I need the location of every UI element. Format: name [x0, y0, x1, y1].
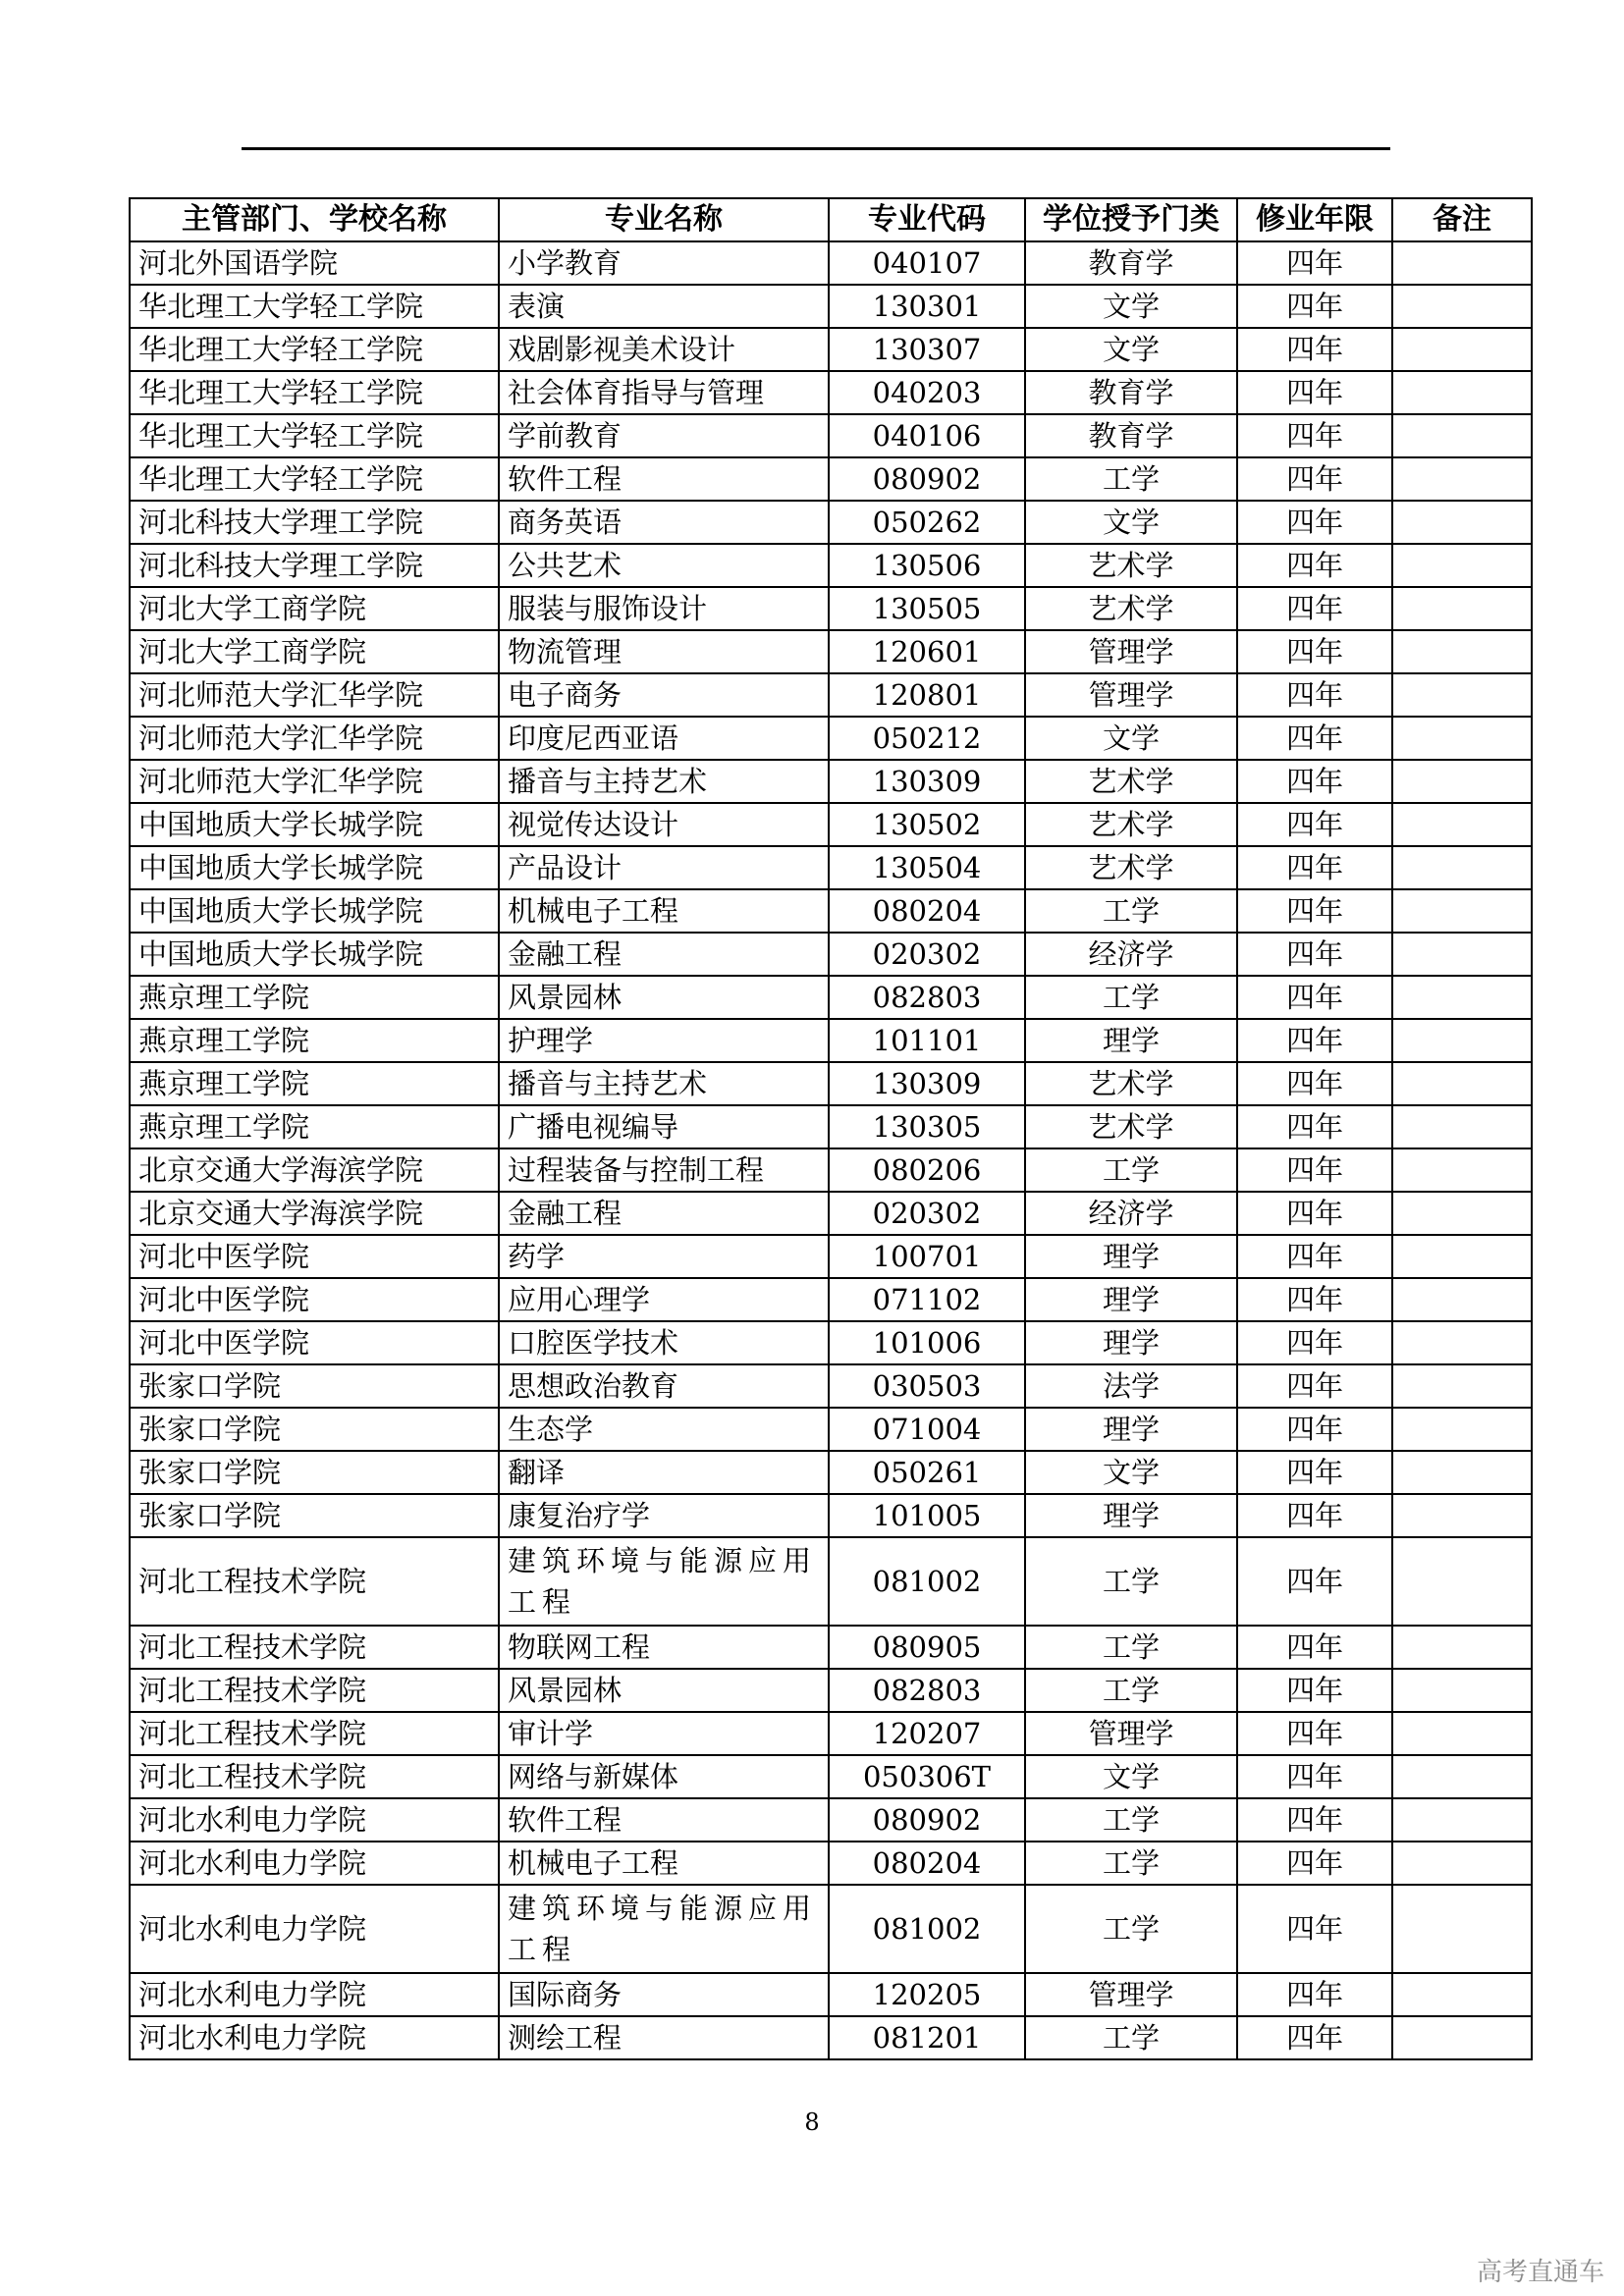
years-cell: 四年 [1237, 457, 1392, 501]
table-row [130, 1537, 1532, 1626]
table-row [130, 1321, 1532, 1364]
table-row [130, 328, 1532, 371]
years-cell: 四年 [1237, 1973, 1392, 2016]
school-cell: 燕京理工学院 [130, 1019, 499, 1062]
years-cell: 四年 [1237, 1192, 1392, 1235]
code-cell: 120207 [829, 1712, 1025, 1755]
degree-cell: 文学 [1025, 1451, 1237, 1494]
remarks-cell [1392, 1494, 1532, 1537]
years-cell: 四年 [1237, 803, 1392, 846]
years-cell: 四年 [1237, 1062, 1392, 1105]
degree-cell: 文学 [1025, 1755, 1237, 1798]
school-cell: 华北理工大学轻工学院 [130, 328, 499, 371]
years-cell: 四年 [1237, 1842, 1392, 1885]
school-cell: 中国地质大学长城学院 [130, 933, 499, 976]
degree-cell: 工学 [1025, 976, 1237, 1019]
table-row [130, 1626, 1532, 1669]
degree-cell: 工学 [1025, 1885, 1237, 1973]
code-cell: 130301 [829, 285, 1025, 328]
major-cell: 物流管理 [499, 630, 829, 673]
code-cell: 071102 [829, 1278, 1025, 1321]
major-cell: 公共艺术 [499, 544, 829, 587]
years-cell: 四年 [1237, 1321, 1392, 1364]
degree-cell: 艺术学 [1025, 803, 1237, 846]
remarks-cell [1392, 544, 1532, 587]
remarks-cell [1392, 1755, 1532, 1798]
major-cell: 测绘工程 [499, 2016, 829, 2059]
table-row [130, 1494, 1532, 1537]
major-cell: 护理学 [499, 1019, 829, 1062]
code-cell: 130309 [829, 1062, 1025, 1105]
degree-cell: 工学 [1025, 457, 1237, 501]
table-row [130, 501, 1532, 544]
table-row [130, 933, 1532, 976]
years-cell: 四年 [1237, 285, 1392, 328]
remarks-cell [1392, 1712, 1532, 1755]
school-cell: 华北理工大学轻工学院 [130, 457, 499, 501]
degree-cell: 工学 [1025, 1626, 1237, 1669]
code-cell: 081002 [829, 1885, 1025, 1973]
remarks-cell [1392, 1626, 1532, 1669]
years-cell: 四年 [1237, 241, 1392, 285]
degree-cell: 文学 [1025, 501, 1237, 544]
remarks-cell [1392, 889, 1532, 933]
table-row [130, 1451, 1532, 1494]
majors-table [129, 197, 1533, 2060]
years-cell: 四年 [1237, 1364, 1392, 1408]
table-row [130, 241, 1532, 285]
school-cell: 燕京理工学院 [130, 1062, 499, 1105]
major-cell: 翻译 [499, 1451, 829, 1494]
table-row [130, 976, 1532, 1019]
major-cell: 康复治疗学 [499, 1494, 829, 1537]
code-cell: 130506 [829, 544, 1025, 587]
degree-cell: 艺术学 [1025, 846, 1237, 889]
school-cell: 张家口学院 [130, 1408, 499, 1451]
degree-cell: 工学 [1025, 1148, 1237, 1192]
code-cell: 101006 [829, 1321, 1025, 1364]
years-cell: 四年 [1237, 544, 1392, 587]
school-cell: 河北工程技术学院 [130, 1626, 499, 1669]
code-cell: 020302 [829, 1192, 1025, 1235]
school-cell: 河北大学工商学院 [130, 630, 499, 673]
years-cell: 四年 [1237, 933, 1392, 976]
remarks-cell [1392, 1148, 1532, 1192]
table-row [130, 1669, 1532, 1712]
school-cell: 河北工程技术学院 [130, 1755, 499, 1798]
major-cell: 风景园林 [499, 1669, 829, 1712]
remarks-cell [1392, 371, 1532, 414]
school-cell: 河北水利电力学院 [130, 1798, 499, 1842]
major-cell: 建筑环境与能源应用工程 [499, 1885, 829, 1973]
code-cell: 020302 [829, 933, 1025, 976]
major-cell: 金融工程 [499, 1192, 829, 1235]
major-cell: 产品设计 [499, 846, 829, 889]
major-cell: 小学教育 [499, 241, 829, 285]
years-cell: 四年 [1237, 1148, 1392, 1192]
years-cell: 四年 [1237, 1626, 1392, 1669]
remarks-cell [1392, 1364, 1532, 1408]
degree-cell: 理学 [1025, 1278, 1237, 1321]
code-cell: 080902 [829, 1798, 1025, 1842]
code-cell: 050262 [829, 501, 1025, 544]
school-cell: 河北水利电力学院 [130, 1842, 499, 1885]
code-cell: 081201 [829, 2016, 1025, 2059]
page-number: 8 [804, 2109, 820, 2136]
table-row [130, 1062, 1532, 1105]
table-row [130, 1148, 1532, 1192]
table-row [130, 285, 1532, 328]
school-cell: 河北水利电力学院 [130, 1885, 499, 1973]
code-cell: 050212 [829, 717, 1025, 760]
header-remarks: 备注 [1392, 198, 1532, 241]
degree-cell: 理学 [1025, 1321, 1237, 1364]
remarks-cell [1392, 241, 1532, 285]
major-cell: 思想政治教育 [499, 1364, 829, 1408]
years-cell: 四年 [1237, 1451, 1392, 1494]
degree-cell: 艺术学 [1025, 1105, 1237, 1148]
code-cell: 030503 [829, 1364, 1025, 1408]
school-cell: 河北科技大学理工学院 [130, 544, 499, 587]
major-cell: 播音与主持艺术 [499, 760, 829, 803]
years-cell: 四年 [1237, 587, 1392, 630]
degree-cell: 教育学 [1025, 371, 1237, 414]
school-cell: 河北师范大学汇华学院 [130, 760, 499, 803]
major-cell: 药学 [499, 1235, 829, 1278]
code-cell: 080902 [829, 457, 1025, 501]
table-body [130, 241, 1532, 2059]
years-cell: 四年 [1237, 1669, 1392, 1712]
table-row [130, 457, 1532, 501]
table-row [130, 1842, 1532, 1885]
table-row [130, 544, 1532, 587]
table-row [130, 371, 1532, 414]
remarks-cell [1392, 1235, 1532, 1278]
years-cell: 四年 [1237, 673, 1392, 717]
years-cell: 四年 [1237, 1494, 1392, 1537]
degree-cell: 管理学 [1025, 1712, 1237, 1755]
remarks-cell [1392, 457, 1532, 501]
remarks-cell [1392, 1192, 1532, 1235]
degree-cell: 艺术学 [1025, 544, 1237, 587]
header-rule [242, 147, 1390, 150]
code-cell: 071004 [829, 1408, 1025, 1451]
table-row [130, 1885, 1532, 1973]
years-cell: 四年 [1237, 414, 1392, 457]
school-cell: 张家口学院 [130, 1494, 499, 1537]
remarks-cell [1392, 587, 1532, 630]
degree-cell: 文学 [1025, 328, 1237, 371]
table-row [130, 587, 1532, 630]
code-cell: 040106 [829, 414, 1025, 457]
code-cell: 040203 [829, 371, 1025, 414]
degree-cell: 文学 [1025, 285, 1237, 328]
remarks-cell [1392, 933, 1532, 976]
watermark: 高考直通车 [1476, 2258, 1604, 2287]
table-row [130, 2016, 1532, 2059]
table-row [130, 803, 1532, 846]
remarks-cell [1392, 760, 1532, 803]
remarks-cell [1392, 1105, 1532, 1148]
remarks-cell [1392, 1451, 1532, 1494]
degree-cell: 理学 [1025, 1408, 1237, 1451]
major-cell: 电子商务 [499, 673, 829, 717]
years-cell: 四年 [1237, 976, 1392, 1019]
years-cell: 四年 [1237, 630, 1392, 673]
header-years: 修业年限 [1237, 198, 1392, 241]
degree-cell: 工学 [1025, 1798, 1237, 1842]
school-cell: 中国地质大学长城学院 [130, 803, 499, 846]
major-cell: 机械电子工程 [499, 1842, 829, 1885]
major-cell: 物联网工程 [499, 1626, 829, 1669]
table-row [130, 1364, 1532, 1408]
remarks-cell [1392, 717, 1532, 760]
remarks-cell [1392, 1885, 1532, 1973]
code-cell: 080204 [829, 1842, 1025, 1885]
header-major: 专业名称 [499, 198, 829, 241]
table-row [130, 846, 1532, 889]
school-cell: 河北中医学院 [130, 1235, 499, 1278]
table-row [130, 1798, 1532, 1842]
header-code: 专业代码 [829, 198, 1025, 241]
table-row [130, 1973, 1532, 2016]
major-cell: 广播电视编导 [499, 1105, 829, 1148]
degree-cell: 法学 [1025, 1364, 1237, 1408]
years-cell: 四年 [1237, 1712, 1392, 1755]
table-row [130, 1278, 1532, 1321]
code-cell: 082803 [829, 976, 1025, 1019]
remarks-cell [1392, 1408, 1532, 1451]
major-cell: 金融工程 [499, 933, 829, 976]
degree-cell: 工学 [1025, 889, 1237, 933]
header-degree: 学位授予门类 [1025, 198, 1237, 241]
remarks-cell [1392, 1062, 1532, 1105]
code-cell: 130305 [829, 1105, 1025, 1148]
degree-cell: 艺术学 [1025, 1062, 1237, 1105]
table-row [130, 1712, 1532, 1755]
major-cell: 软件工程 [499, 457, 829, 501]
code-cell: 081002 [829, 1537, 1025, 1626]
years-cell: 四年 [1237, 1019, 1392, 1062]
major-cell: 社会体育指导与管理 [499, 371, 829, 414]
school-cell: 燕京理工学院 [130, 976, 499, 1019]
remarks-cell [1392, 976, 1532, 1019]
code-cell: 130504 [829, 846, 1025, 889]
table-row [130, 760, 1532, 803]
school-cell: 河北水利电力学院 [130, 1973, 499, 2016]
remarks-cell [1392, 1321, 1532, 1364]
degree-cell: 理学 [1025, 1235, 1237, 1278]
table-row [130, 1019, 1532, 1062]
school-cell: 华北理工大学轻工学院 [130, 371, 499, 414]
major-cell: 应用心理学 [499, 1278, 829, 1321]
code-cell: 120801 [829, 673, 1025, 717]
major-cell: 生态学 [499, 1408, 829, 1451]
major-cell: 软件工程 [499, 1798, 829, 1842]
remarks-cell [1392, 2016, 1532, 2059]
code-cell: 130307 [829, 328, 1025, 371]
code-cell: 120601 [829, 630, 1025, 673]
code-cell: 130502 [829, 803, 1025, 846]
code-cell: 050306T [829, 1755, 1025, 1798]
degree-cell: 教育学 [1025, 414, 1237, 457]
remarks-cell [1392, 1278, 1532, 1321]
school-cell: 河北中医学院 [130, 1278, 499, 1321]
years-cell: 四年 [1237, 2016, 1392, 2059]
remarks-cell [1392, 1798, 1532, 1842]
years-cell: 四年 [1237, 1105, 1392, 1148]
school-cell: 华北理工大学轻工学院 [130, 414, 499, 457]
code-cell: 080206 [829, 1148, 1025, 1192]
school-cell: 河北工程技术学院 [130, 1669, 499, 1712]
school-cell: 燕京理工学院 [130, 1105, 499, 1148]
major-cell: 审计学 [499, 1712, 829, 1755]
code-cell: 040107 [829, 241, 1025, 285]
major-cell: 服装与服饰设计 [499, 587, 829, 630]
remarks-cell [1392, 673, 1532, 717]
school-cell: 张家口学院 [130, 1364, 499, 1408]
school-cell: 河北工程技术学院 [130, 1537, 499, 1626]
years-cell: 四年 [1237, 1537, 1392, 1626]
degree-cell: 管理学 [1025, 673, 1237, 717]
school-cell: 河北科技大学理工学院 [130, 501, 499, 544]
table-row [130, 1105, 1532, 1148]
code-cell: 080204 [829, 889, 1025, 933]
school-cell: 河北中医学院 [130, 1321, 499, 1364]
degree-cell: 艺术学 [1025, 587, 1237, 630]
table-row [130, 630, 1532, 673]
remarks-cell [1392, 1669, 1532, 1712]
table-header-row [130, 198, 1532, 241]
code-cell: 082803 [829, 1669, 1025, 1712]
school-cell: 北京交通大学海滨学院 [130, 1148, 499, 1192]
table-row [130, 1408, 1532, 1451]
code-cell: 101101 [829, 1019, 1025, 1062]
remarks-cell [1392, 328, 1532, 371]
major-cell: 商务英语 [499, 501, 829, 544]
remarks-cell [1392, 1019, 1532, 1062]
table-row [130, 717, 1532, 760]
remarks-cell [1392, 803, 1532, 846]
table-row [130, 1192, 1532, 1235]
years-cell: 四年 [1237, 328, 1392, 371]
school-cell: 河北外国语学院 [130, 241, 499, 285]
major-cell: 网络与新媒体 [499, 1755, 829, 1798]
years-cell: 四年 [1237, 371, 1392, 414]
major-cell: 国际商务 [499, 1973, 829, 2016]
major-cell: 印度尼西亚语 [499, 717, 829, 760]
remarks-cell [1392, 285, 1532, 328]
remarks-cell [1392, 1842, 1532, 1885]
major-cell: 表演 [499, 285, 829, 328]
remarks-cell [1392, 846, 1532, 889]
table-row [130, 889, 1532, 933]
header-school: 主管部门、学校名称 [130, 198, 499, 241]
code-cell: 100701 [829, 1235, 1025, 1278]
degree-cell: 工学 [1025, 1537, 1237, 1626]
school-cell: 河北工程技术学院 [130, 1712, 499, 1755]
school-cell: 中国地质大学长城学院 [130, 889, 499, 933]
school-cell: 中国地质大学长城学院 [130, 846, 499, 889]
major-cell: 机械电子工程 [499, 889, 829, 933]
code-cell: 080905 [829, 1626, 1025, 1669]
table-row [130, 1235, 1532, 1278]
code-cell: 130505 [829, 587, 1025, 630]
remarks-cell [1392, 1537, 1532, 1626]
years-cell: 四年 [1237, 1755, 1392, 1798]
major-cell: 播音与主持艺术 [499, 1062, 829, 1105]
major-cell: 口腔医学技术 [499, 1321, 829, 1364]
table-row [130, 673, 1532, 717]
years-cell: 四年 [1237, 1235, 1392, 1278]
degree-cell: 理学 [1025, 1019, 1237, 1062]
degree-cell: 工学 [1025, 1669, 1237, 1712]
degree-cell: 文学 [1025, 717, 1237, 760]
degree-cell: 理学 [1025, 1494, 1237, 1537]
table-row [130, 414, 1532, 457]
major-cell: 学前教育 [499, 414, 829, 457]
years-cell: 四年 [1237, 1408, 1392, 1451]
school-cell: 张家口学院 [130, 1451, 499, 1494]
degree-cell: 教育学 [1025, 241, 1237, 285]
degree-cell: 工学 [1025, 1842, 1237, 1885]
major-cell: 过程装备与控制工程 [499, 1148, 829, 1192]
degree-cell: 经济学 [1025, 1192, 1237, 1235]
degree-cell: 工学 [1025, 2016, 1237, 2059]
school-cell: 河北水利电力学院 [130, 2016, 499, 2059]
major-cell: 风景园林 [499, 976, 829, 1019]
major-cell: 戏剧影视美术设计 [499, 328, 829, 371]
years-cell: 四年 [1237, 1885, 1392, 1973]
years-cell: 四年 [1237, 1798, 1392, 1842]
school-cell: 河北师范大学汇华学院 [130, 673, 499, 717]
years-cell: 四年 [1237, 717, 1392, 760]
years-cell: 四年 [1237, 1278, 1392, 1321]
school-cell: 华北理工大学轻工学院 [130, 285, 499, 328]
table-row [130, 1755, 1532, 1798]
remarks-cell [1392, 1973, 1532, 2016]
years-cell: 四年 [1237, 760, 1392, 803]
degree-cell: 经济学 [1025, 933, 1237, 976]
remarks-cell [1392, 630, 1532, 673]
code-cell: 130309 [829, 760, 1025, 803]
code-cell: 050261 [829, 1451, 1025, 1494]
remarks-cell [1392, 501, 1532, 544]
remarks-cell [1392, 414, 1532, 457]
degree-cell: 艺术学 [1025, 760, 1237, 803]
major-cell: 视觉传达设计 [499, 803, 829, 846]
years-cell: 四年 [1237, 501, 1392, 544]
degree-cell: 管理学 [1025, 1973, 1237, 2016]
school-cell: 河北师范大学汇华学院 [130, 717, 499, 760]
code-cell: 120205 [829, 1973, 1025, 2016]
code-cell: 101005 [829, 1494, 1025, 1537]
school-cell: 河北大学工商学院 [130, 587, 499, 630]
major-cell: 建筑环境与能源应用工程 [499, 1537, 829, 1626]
years-cell: 四年 [1237, 846, 1392, 889]
years-cell: 四年 [1237, 889, 1392, 933]
degree-cell: 管理学 [1025, 630, 1237, 673]
school-cell: 北京交通大学海滨学院 [130, 1192, 499, 1235]
